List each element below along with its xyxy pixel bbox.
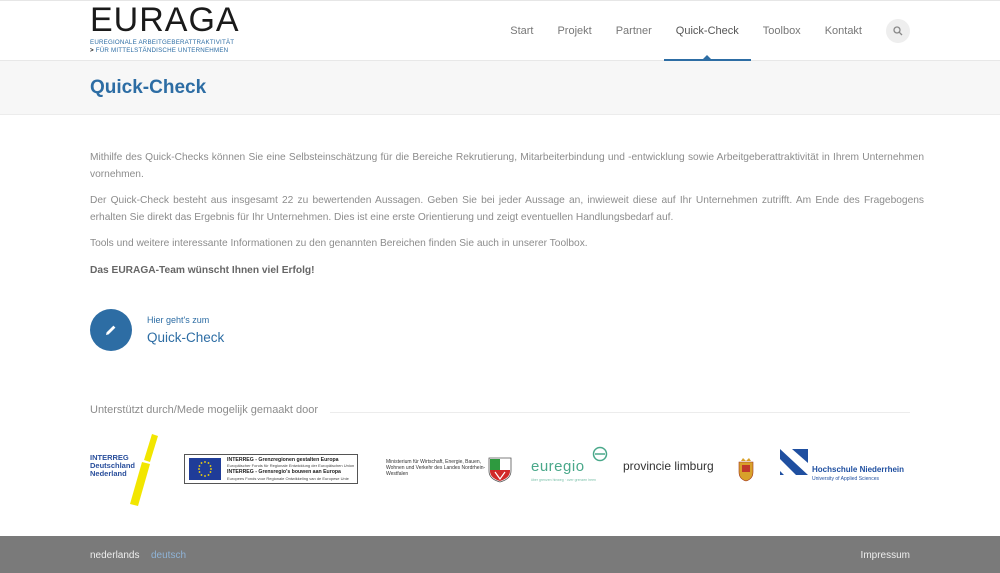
- support-divider: [330, 412, 910, 413]
- logo-wordmark: EURAGA: [90, 1, 240, 39]
- interreg-logo[interactable]: [90, 432, 165, 508]
- intro-paragraph-2: Der Quick-Check besteht aus insgesamt 22 zu bewertenden Aussagen. Geben Sie bei jeder Aussage an, inwieweit diese auf Ihr Unternehmen zutrifft. Am Ende des Fragebogens erhalten Sie direkt das Ergebnis für Ihr Unternehmen. Dies ist eine erste Orientierung und zeigt eventuellen Handlungsbedarf auf.: [90, 195, 924, 223]
- nav-toolbox[interactable]: Toolbox: [762, 25, 801, 37]
- intro-paragraph-3: Tools und weitere interessante Informationen zu den genannten Bereichen finden Sie auch in unserer Toolbox.: [90, 238, 588, 249]
- interreg-line-1: INTERREG: [90, 453, 129, 462]
- search-button[interactable]: [886, 19, 910, 43]
- nav-quick-check[interactable]: Quick-Check: [664, 1, 751, 61]
- eu-fund-logo[interactable]: [184, 454, 358, 484]
- site-footer: [0, 536, 1000, 573]
- partner-logos: [90, 432, 910, 512]
- euregio-logo-text[interactable]: euregio: [531, 458, 585, 475]
- nav-partner[interactable]: Partner: [615, 25, 652, 37]
- hochschule-subtitle: University of Applied Sciences: [812, 476, 879, 482]
- nav-kontakt[interactable]: Kontakt: [824, 25, 862, 37]
- main-content: [90, 150, 924, 289]
- language-link-de[interactable]: deutsch: [151, 550, 187, 561]
- site-header: [0, 0, 1000, 61]
- nav-start[interactable]: Start: [510, 25, 534, 37]
- main-nav: [498, 1, 910, 61]
- hochschule-name: Hochschule Niederrhein: [812, 465, 905, 474]
- eu-flag-icon: [189, 458, 221, 480]
- cta-link-text[interactable]: Quick-Check: [147, 330, 225, 345]
- cta-icon-circle[interactable]: [90, 309, 132, 351]
- ministerium-logo-text[interactable]: Ministerium für Wirtschaft, Energie, Bauen, Wohnen und Verkehr des Landes Nordrhein-Westfalen: [386, 459, 486, 477]
- impressum-link[interactable]: Impressum: [860, 550, 910, 561]
- logo-subtitle-2: > FÜR MITTELSTÄNDISCHE UNTERNEHMEN: [90, 47, 229, 54]
- support-title: Unterstützt durch/Mede mogelijk gemaakt door: [90, 404, 319, 416]
- limburg-logo-text[interactable]: provincie limburg: [623, 459, 714, 473]
- intro-paragraph-4: Das EURAGA-Team wünscht Ihnen viel Erfolg!: [90, 264, 315, 276]
- eu-text-1: INTERREG - Grenzregionen gestalten Europa: [227, 457, 339, 463]
- logo-subtitle-2-text: FÜR MITTELSTÄNDISCHE UNTERNEHMEN: [95, 47, 229, 54]
- page-title-bar: [0, 61, 1000, 115]
- interreg-line-3: Nederland: [90, 469, 127, 478]
- eu-text-2: Europäischer Fonds für Regionale Entwicklung der Europäischen Union: [227, 463, 355, 468]
- limburg-crest-icon: [738, 458, 754, 482]
- euregio-e-icon: [592, 446, 608, 462]
- interreg-text: [90, 454, 135, 478]
- intro-paragraph-1: Mithilfe des Quick-Checks können Sie eine Selbsteinschätzung für die Bereiche Rekrutierung, Mitarbeiterbindung und -entwicklung sowie Arbeitgeberattraktivität in Ihrem Unternehmen vornehmen.: [90, 152, 924, 180]
- search-icon: [893, 26, 903, 36]
- logo-subtitle-1: EUREGIONALE ARBEITGEBERATTRAKTIVITÄT: [90, 39, 235, 46]
- euregio-tagline: über grenzen hinweg · over grenzen heen: [531, 478, 596, 482]
- nav-projekt[interactable]: Projekt: [557, 25, 592, 37]
- eu-text-4: Europees Fonds voor Regionale Ontwikkeling van de Europese Unie: [227, 476, 349, 481]
- hochschule-emblem-icon: [780, 449, 808, 475]
- pencil-icon: [105, 324, 117, 336]
- language-link-nl[interactable]: nederlands: [90, 550, 140, 561]
- euraga-logo[interactable]: [90, 1, 240, 57]
- cta-small-text[interactable]: Hier geht's zum: [147, 315, 210, 325]
- eu-text-3: INTERREG - Grensregio's bouwen aan Europa: [227, 469, 341, 475]
- nrw-crest-icon[interactable]: [488, 457, 512, 483]
- interreg-line-2: Deutschland: [90, 461, 136, 470]
- page-title: Quick-Check: [90, 77, 207, 98]
